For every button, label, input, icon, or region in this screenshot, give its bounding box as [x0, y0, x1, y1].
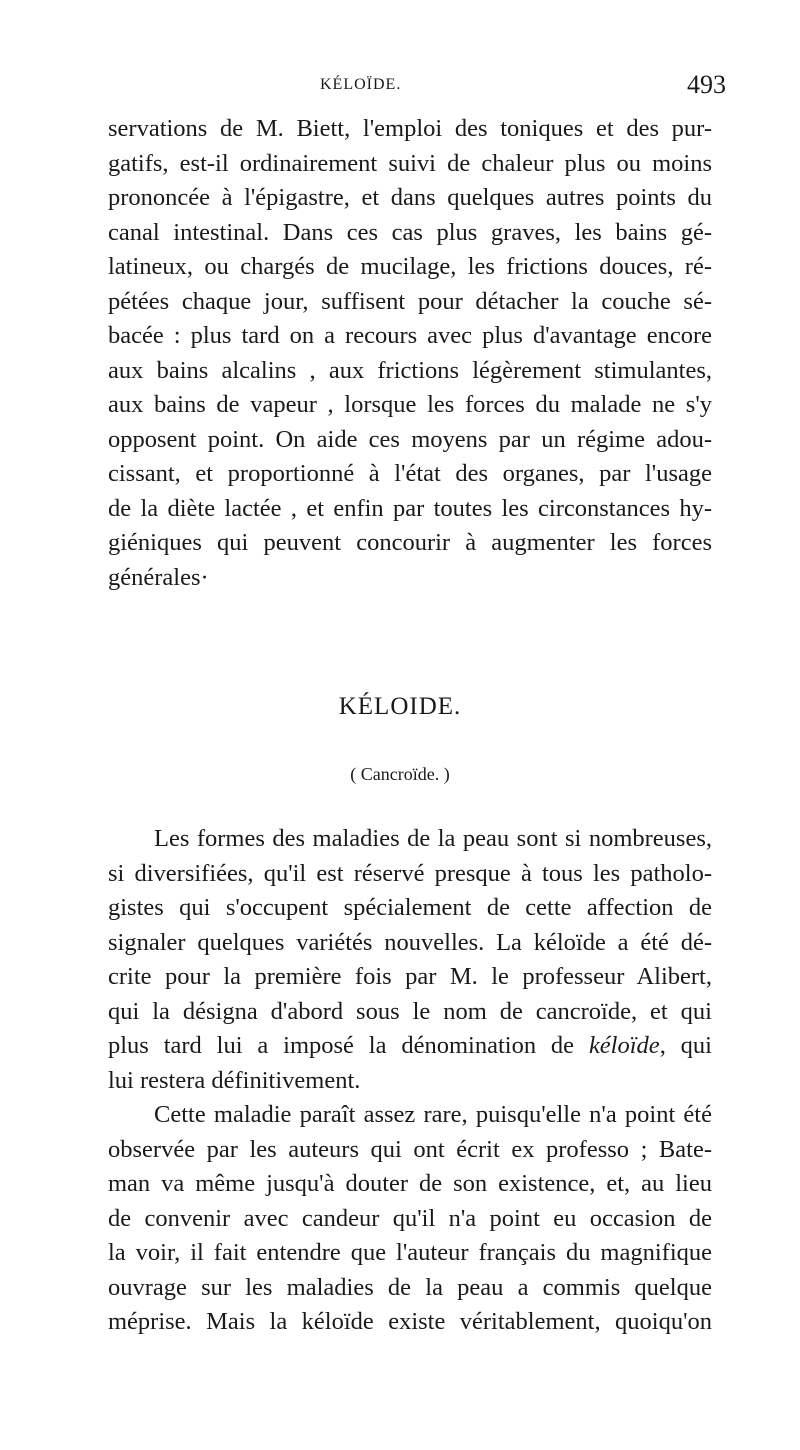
- text-line: de convenir avec candeur qu'il n'a point eu occasion de: [108, 1204, 712, 1232]
- section-subtitle: ( Cancroïde. ): [350, 764, 450, 784]
- text-fragment: , qui: [659, 1032, 712, 1059]
- text-line: servations de M. Biett, l'emploi des toniques et des pur-: [108, 115, 712, 142]
- text-line: cissant, et proportionné à l'état des organes, par l'usage: [108, 460, 712, 487]
- text-line: la voir, il fait entendre que l'auteur français du magnifique: [108, 1239, 712, 1266]
- page-number: 493: [687, 70, 726, 99]
- text-line: bacée : plus tard on a recours avec plus d'avantage encore: [108, 322, 712, 349]
- paragraph-treatment: [108, 112, 712, 595]
- text-line: signaler quelques variétés nouvelles. La kéloïde a été dé-: [108, 928, 712, 956]
- text-line: aux bains de vapeur , lorsque les forces du malade ne s'y: [108, 391, 712, 418]
- text-line: qui la désigna d'abord sous le nom de cancroïde, et qui: [108, 997, 712, 1025]
- text-line: pétées chaque jour, suffisent pour détacher la couche sé-: [108, 287, 712, 315]
- italic-term: kéloïde: [588, 1032, 660, 1059]
- text-line: Les formes des maladies de la peau sont si nombreuses,: [154, 825, 712, 852]
- text-line: Cette maladie paraît assez rare, puisqu'elle n'a point été: [154, 1101, 712, 1128]
- text-line: aux bains alcalins , aux frictions légèrement stimulantes,: [108, 356, 712, 384]
- text-line: observée par les auteurs qui ont écrit ex professo ; Bate-: [108, 1135, 712, 1163]
- text-line: latineux, ou chargés de mucilage, les frictions douces, ré-: [108, 253, 712, 280]
- text-line: prononcée à l'épigastre, et dans quelques autres points du: [108, 184, 712, 211]
- text-line: ouvrage sur les maladies de la peau a commis quelque: [108, 1273, 712, 1301]
- text-line: générales·: [108, 563, 209, 591]
- text-line: man va même jusqu'à douter de son existence, et, au lieu: [108, 1170, 712, 1197]
- running-head: [110, 70, 730, 106]
- text-fragment: plus tard lui a imposé la dénomination de: [108, 1032, 575, 1059]
- running-title: KÉLOÏDE.: [320, 76, 402, 93]
- paragraph-keloide-intro: [108, 822, 712, 1340]
- text-line: canal intestinal. Dans ces cas plus graves, les bains gé-: [108, 218, 712, 246]
- text-line: gatifs, est-il ordinairement suivi de chaleur plus ou moins: [108, 149, 712, 177]
- text-line: lui restera définitivement.: [108, 1066, 361, 1094]
- text-line: gistes qui s'occupent spécialement de cette affection de: [108, 894, 712, 921]
- text-line: crite pour la première fois par M. le professeur Alibert,: [108, 963, 712, 990]
- text-line: giéniques qui peuvent concourir à augmenter les forces: [108, 529, 712, 556]
- text-line: méprise. Mais la kéloïde existe véritablement, quoiqu'on: [108, 1308, 712, 1335]
- text-line-mixed: [108, 1029, 712, 1064]
- text-line: si diversifiées, qu'il est réservé presque à tous les patholo-: [108, 859, 712, 887]
- text-line: opposent point. On aide ces moyens par un régime adou-: [108, 425, 712, 453]
- text-line: de la diète lactée , et enfin par toutes les circonstances hy-: [108, 494, 712, 522]
- section-title: KÉLOIDE.: [338, 693, 462, 720]
